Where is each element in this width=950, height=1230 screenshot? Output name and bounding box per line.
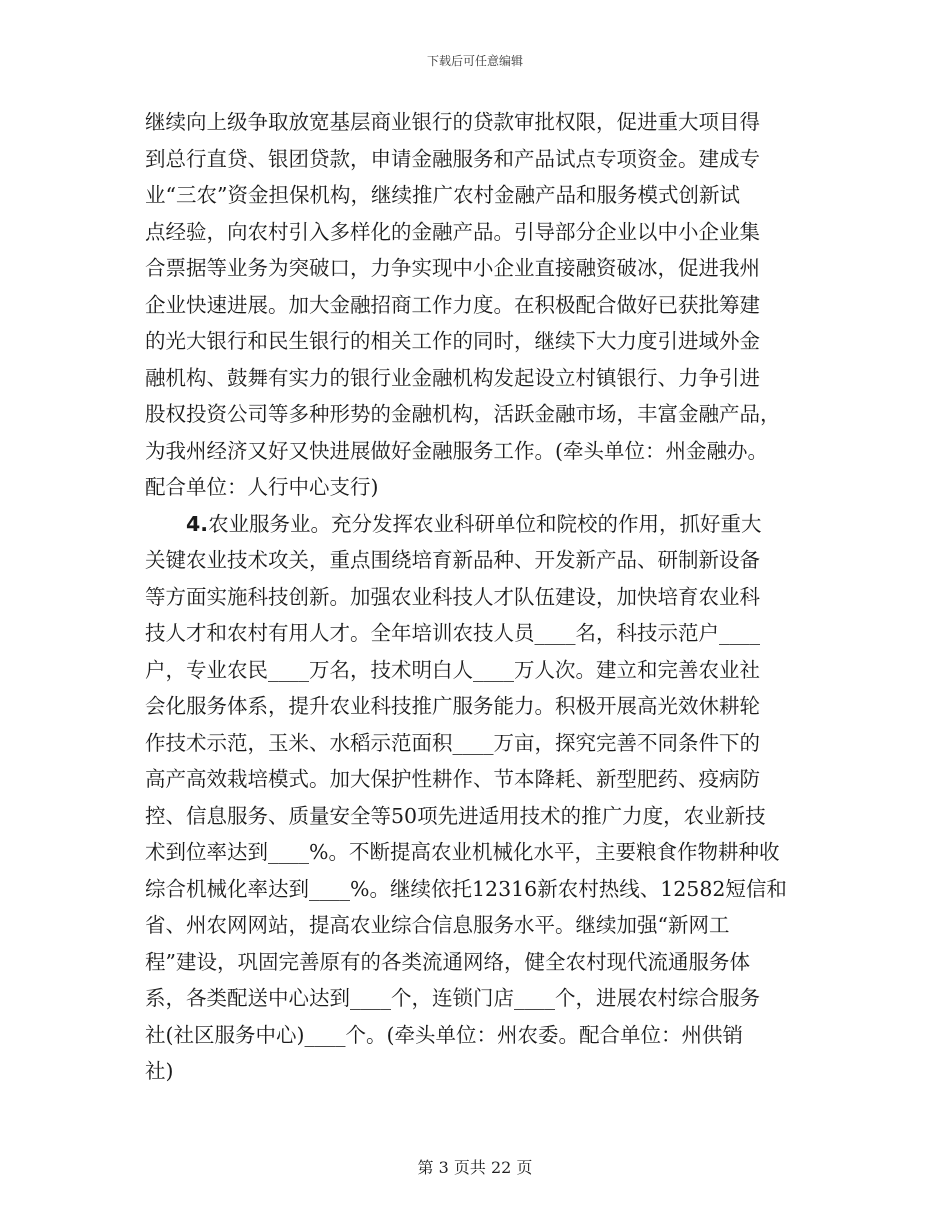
text-line: 点经验，向农村引入多样化的金融产品。引导部分企业以中小企业集 — [145, 219, 760, 244]
text-line: 的光大银行和民生银行的相关工作的同时，继续下大力度引进域外金 — [145, 329, 760, 353]
text-line: 继续向上级争取放宽基层商业银行的贷款审批权限，促进重大项目得 — [145, 110, 760, 134]
text-line: 程”建设，巩固完善原有的各类流通网络，健全农村现代流通服务体 — [145, 949, 750, 974]
text-line: 技人才和农村有用人才。全年培训农技人员____名，科技示范户____ — [145, 621, 760, 645]
text-line: 业“三农”资金担保机构，继续推广农村金融产品和服务模式创新试 — [145, 183, 740, 207]
text-line: 关键农业技术攻关，重点围绕培育新品种、开发新产品、研制新设备 — [145, 548, 760, 572]
section-first-line: 农业服务业。充分发挥农业科研单位和院校的作用，抓好重大 — [208, 511, 762, 536]
text-line: 作技术示范，玉米、水稻示范面积____万亩，探究完善不同条件下的 — [145, 730, 760, 755]
text-line: 股权投资公司等多种形势的金融机构，活跃金融市场，丰富金融产品， — [145, 402, 781, 426]
text-line: 户，专业农民____万名，技术明白人____万人次。建立和完善农业社 — [145, 657, 760, 682]
text-line: 企业快速进展。加大金融招商工作力度。在积极配合做好已获批筹建 — [145, 292, 760, 317]
text-line: 高产高效栽培模式。加大保护性耕作、节本降耗、新型肥药、疫病防 — [145, 767, 760, 791]
page-footer: 第 3 页共 22 页 — [417, 1158, 533, 1177]
text-line: 术到位率达到____%。不断提高农业机械化水平，主要粮食作物耕种收 — [145, 840, 780, 864]
text-line: 综合机械化率达到____%。继续依托12316新农村热线、12582短信和 — [145, 876, 787, 901]
text-line: 配合单位：人行中心支行) — [145, 475, 379, 499]
text-line: 会化服务体系，提升农业科技推广服务能力。积极开展高光效休耕轮 — [145, 694, 760, 718]
paragraph-agriculture-service — [145, 506, 805, 1090]
text-line: 社(社区服务中心)____个。(牵头单位：州农委。配合单位：州供销 — [145, 1022, 743, 1047]
section-number: 4. — [186, 511, 209, 536]
text-line: 融机构、鼓舞有实力的银行业金融机构发起设立村镇银行、力争引进 — [145, 365, 760, 390]
document-body — [145, 104, 805, 1090]
text-line: 到总行直贷、银团贷款，申请金融服务和产品试点专项资金。建成专 — [145, 146, 760, 171]
text-line: 合票据等业务为突破口，力争实现中小企业直接融资破冰，促进我州 — [145, 256, 760, 280]
text-line — [145, 506, 805, 543]
text-line: 控、信息服务、质量安全等50项先进适用技术的推广力度，农业新技 — [145, 803, 766, 828]
text-line: 等方面实施科技创新。加强农业科技人才队伍建设，加快培育农业科 — [145, 584, 760, 609]
text-line: 社) — [145, 1059, 174, 1083]
text-line: 系，各类配送中心达到____个，连锁门店____个，进展农村综合服务 — [145, 986, 760, 1010]
text-line: 省、州农网网站，提高农业综合信息服务水平。继续加强“新网工 — [145, 913, 730, 937]
paragraph-finance — [145, 104, 805, 506]
page-header: 下载后可任意编辑 — [426, 54, 523, 68]
text-line: 为我州经济又好又快进展做好金融服务工作。(牵头单位：州金融办。 — [145, 438, 768, 463]
